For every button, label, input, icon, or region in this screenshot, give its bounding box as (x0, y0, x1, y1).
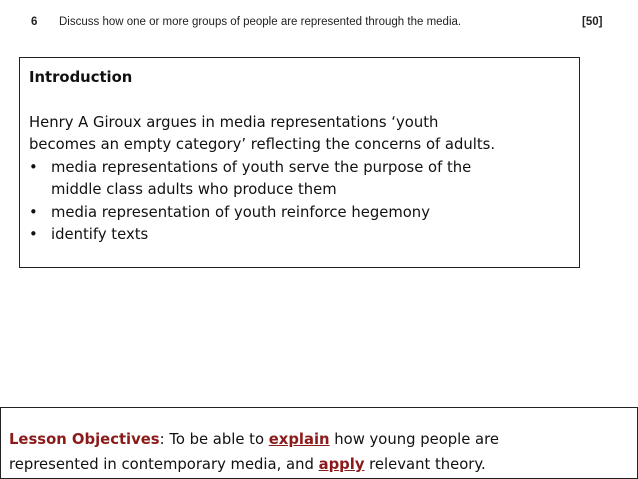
objectives-text: represented in contemporary media, and (9, 456, 319, 473)
bullet-item (29, 224, 579, 247)
question-number: 6 (31, 16, 38, 28)
keyword-explain: explain (268, 431, 330, 448)
lesson-objectives-box (0, 407, 638, 479)
objectives-text: To be able to (164, 431, 269, 448)
keyword-apply: apply (318, 456, 365, 473)
bullet-item (29, 157, 579, 202)
objectives-label: Lesson Objectives (9, 431, 160, 448)
bullet-marker: • (29, 158, 38, 176)
bullet-list (29, 157, 579, 247)
introduction-paragraph (29, 112, 579, 157)
paragraph-line-1: Henry A Giroux argues in media representations ‘youth (29, 113, 439, 131)
bullet-text-continued: middle class adults who produce them (51, 181, 337, 198)
introduction-box (19, 57, 580, 268)
bullet-marker: • (29, 203, 38, 221)
exam-question (0, 14, 638, 34)
objectives-text: how young people are (329, 431, 499, 448)
objectives-colon: : (159, 431, 165, 448)
question-text: Discuss how one or more groups of people are represented through the media. (59, 16, 462, 28)
question-marks: [50] (582, 16, 603, 28)
objectives-text: relevant theory. (364, 456, 486, 473)
bullet-text: media representation of youth reinforce hegemony (51, 203, 430, 221)
bullet-marker: • (29, 226, 38, 243)
introduction-title: Introduction (29, 69, 133, 86)
bullet-text: media representations of youth serve the purpose of the (51, 158, 472, 176)
bullet-text: identify texts (51, 226, 149, 243)
bullet-item (29, 202, 579, 225)
paragraph-line-2: becomes an empty category’ reflecting the concerns of adults. (29, 136, 496, 153)
